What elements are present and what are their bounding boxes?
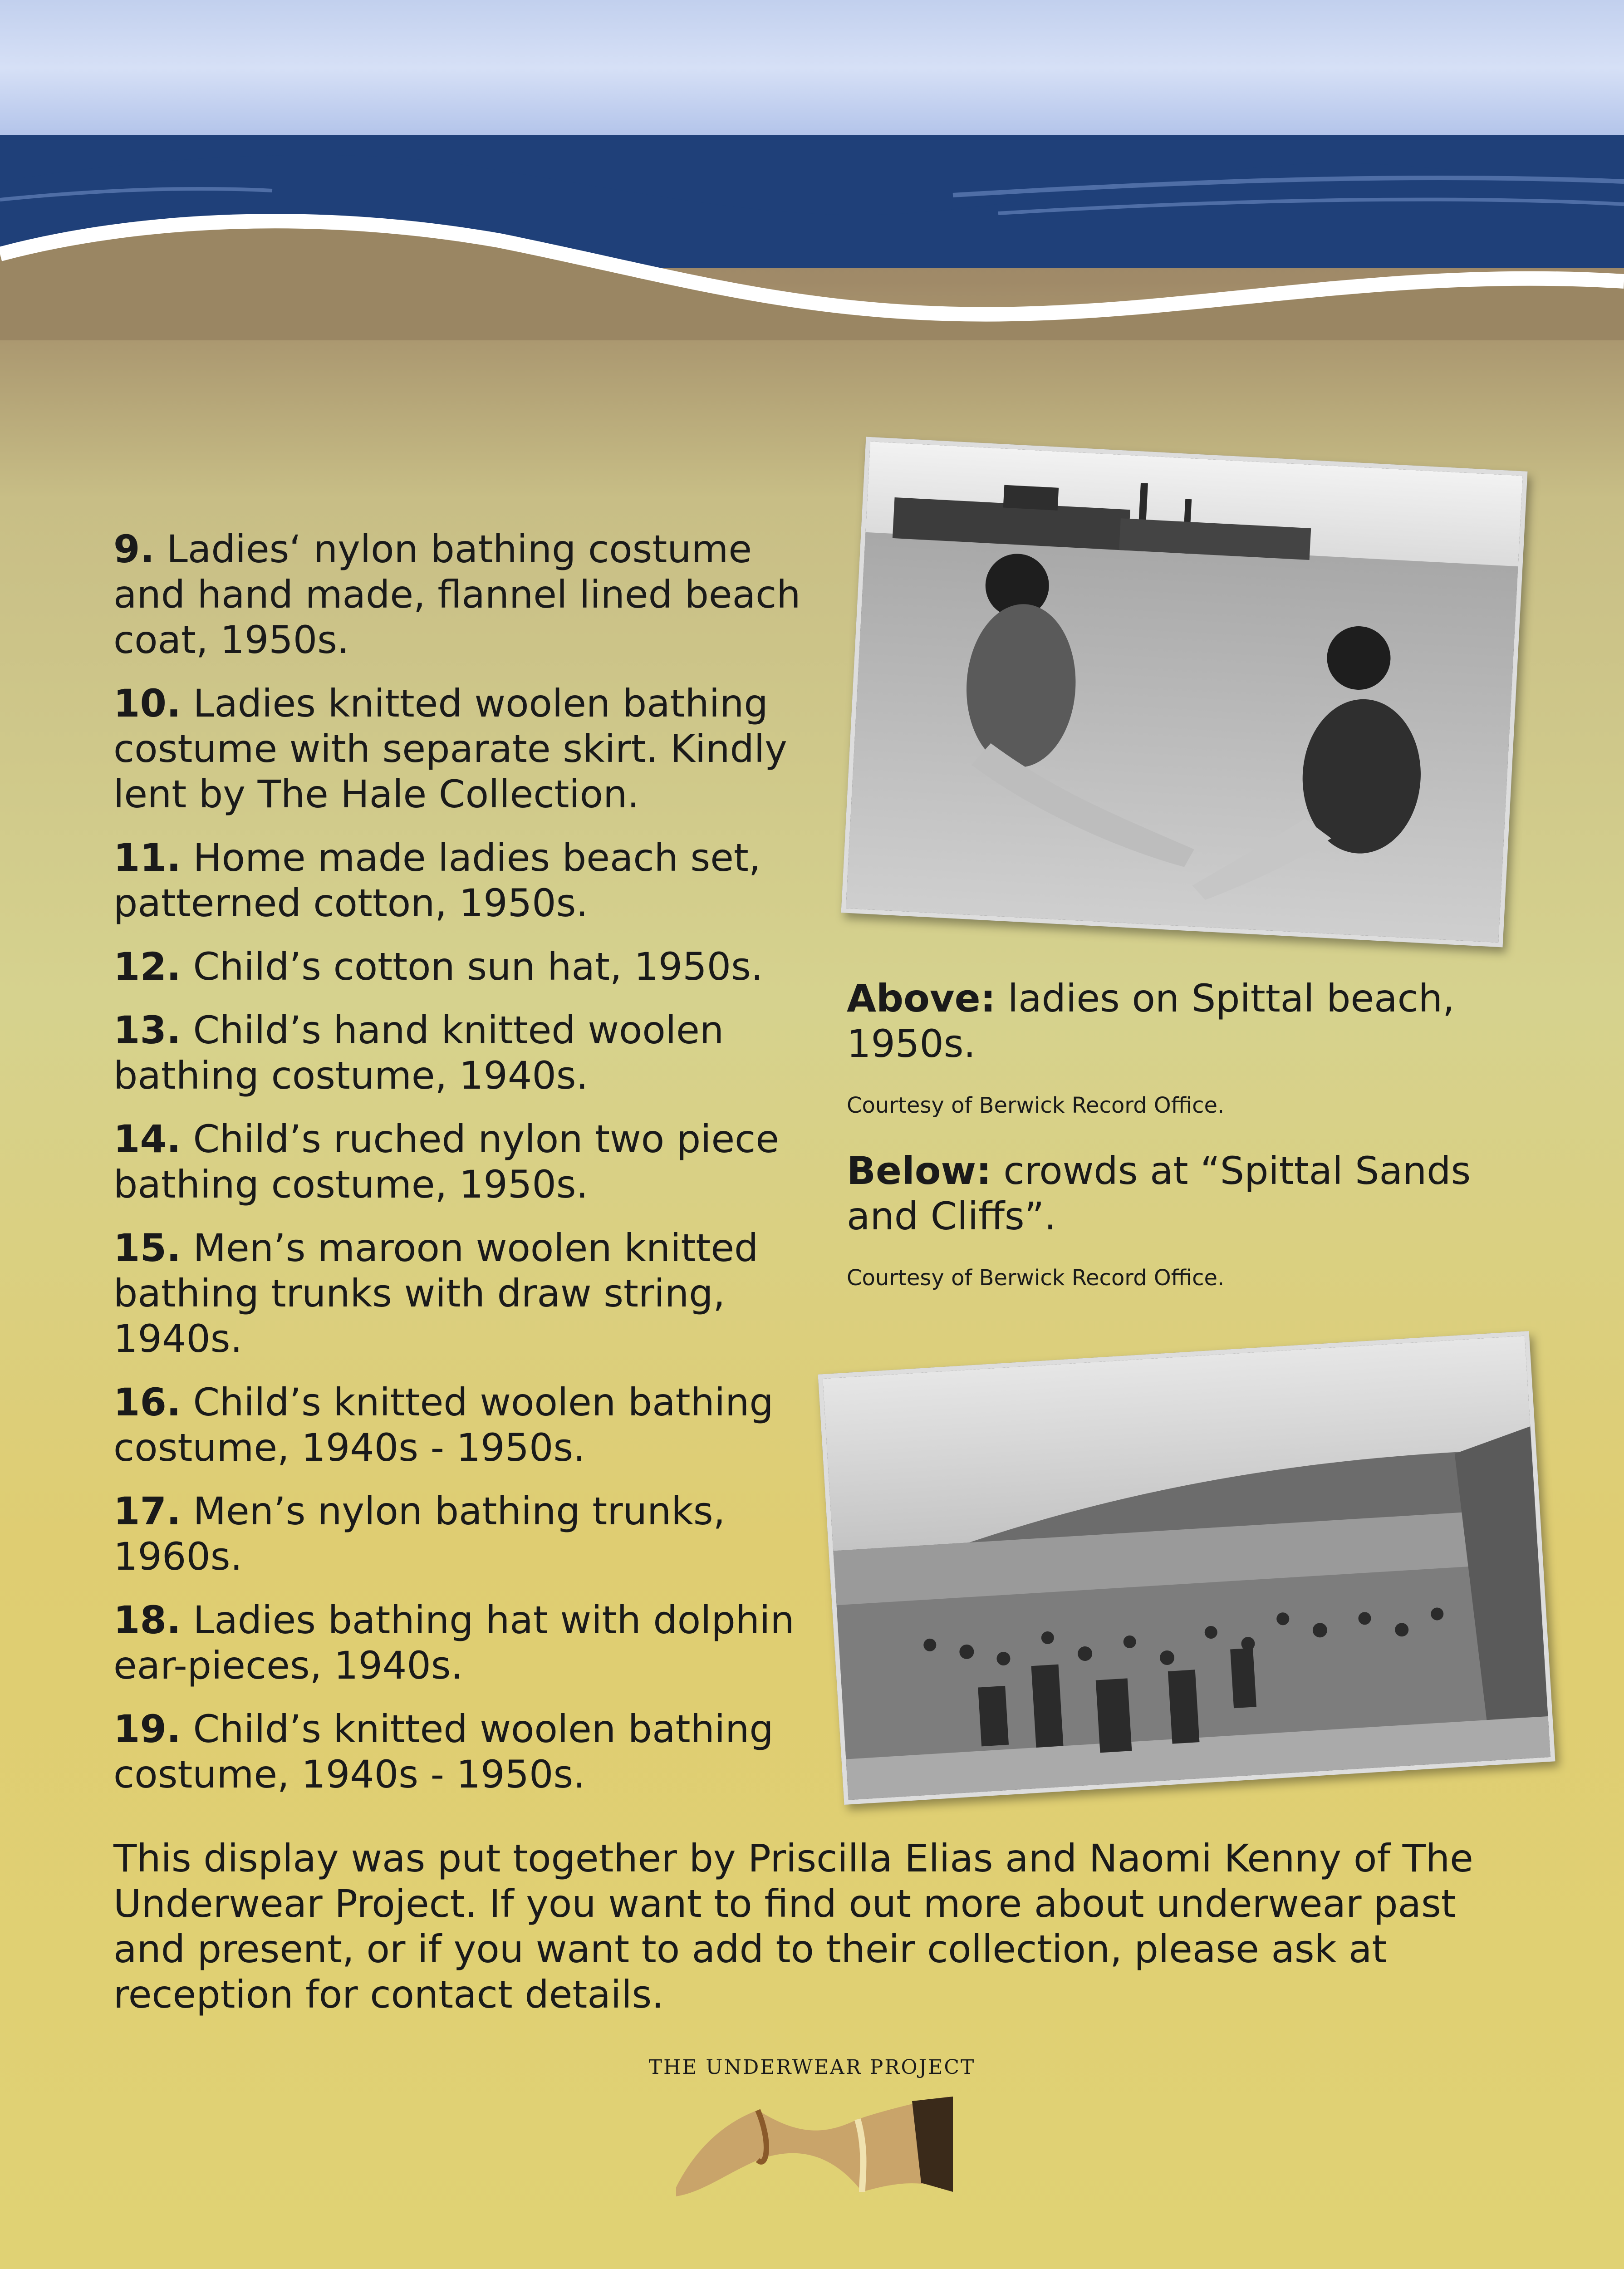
item-text: Men’s maroon woolen knitted bathing trunks with draw string, 1940s. xyxy=(113,1226,759,1361)
item-list xyxy=(113,526,821,1815)
item-text: Child’s ruched nylon two piece bathing costume, 1950s. xyxy=(113,1117,780,1207)
item-number: 19. xyxy=(113,1707,181,1751)
item-number: 10. xyxy=(113,681,181,726)
item-text: Child’s knitted woolen bathing costume, 1940s - 1950s. xyxy=(113,1707,774,1797)
item-number: 15. xyxy=(113,1226,181,1270)
below-credit: Courtesy of Berwick Record Office. xyxy=(847,1265,1225,1291)
beach-ladies-photo xyxy=(841,437,1528,948)
above-text: ladies on Spittal beach, 1950s. xyxy=(847,976,1455,1066)
item-number: 16. xyxy=(113,1380,181,1424)
sky-band xyxy=(0,0,1624,136)
item-text: Child’s hand knitted woolen bathing costume, 1940s. xyxy=(113,1008,724,1098)
item-number: 12. xyxy=(113,944,181,989)
item-text: Ladies bathing hat with dolphin ear-pieces, 1940s. xyxy=(113,1598,795,1688)
list-item xyxy=(113,681,821,817)
list-item xyxy=(113,1225,821,1361)
above-credit: Courtesy of Berwick Record Office. xyxy=(847,1093,1225,1118)
list-item xyxy=(113,1488,821,1579)
list-item xyxy=(113,1380,821,1470)
item-text: Ladies‘ nylon bathing costume and hand made, flannel lined beach coat, 1950s. xyxy=(113,527,801,662)
item-text: Child’s cotton sun hat, 1950s. xyxy=(181,944,763,989)
list-item xyxy=(113,526,821,663)
beach-crowds-photo xyxy=(818,1331,1555,1805)
item-text: Men’s nylon bathing trunks, 1960s. xyxy=(113,1489,726,1579)
underwear-project-logo xyxy=(667,2087,957,2205)
footer-text: This display was put together by Priscilla Elias and Naomi Kenny of The Underwear Project. If you want to find out more about underwear past and present, or if you want to add to their collection, please ask at reception for contact details. xyxy=(113,1836,1473,2017)
item-number: 17. xyxy=(113,1489,181,1533)
list-item xyxy=(113,1116,821,1207)
list-item xyxy=(113,1706,821,1797)
item-number: 11. xyxy=(113,835,181,880)
item-number: 9. xyxy=(113,527,155,571)
list-item xyxy=(113,835,821,926)
item-number: 13. xyxy=(113,1008,181,1052)
logo-text: THE UNDERWEAR PROJECT xyxy=(648,2056,976,2079)
list-item xyxy=(113,1597,821,1688)
wave-decoration xyxy=(0,132,1624,340)
below-label: Below: xyxy=(847,1149,991,1193)
above-label: Above: xyxy=(847,976,996,1021)
item-number: 14. xyxy=(113,1117,181,1161)
above-caption xyxy=(847,976,1527,1066)
below-caption xyxy=(847,1148,1527,1239)
item-text: Child’s knitted woolen bathing costume, 1940s - 1950s. xyxy=(113,1380,774,1470)
item-number: 18. xyxy=(113,1598,181,1642)
item-text: Ladies knitted woolen bathing costume with separate skirt. Kindly lent by The Hale Collection. xyxy=(113,681,787,816)
item-text: Home made ladies beach set, patterned cotton, 1950s. xyxy=(113,835,761,925)
below-text: crowds at “Spittal Sands and Cliffs”. xyxy=(847,1149,1471,1238)
list-item xyxy=(113,944,821,989)
list-item xyxy=(113,1007,821,1098)
